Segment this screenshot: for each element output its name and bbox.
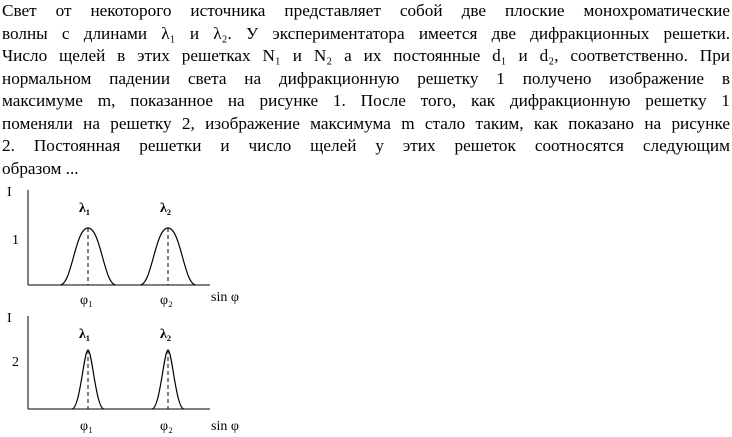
text-line: 2. Постоянная решетки и число щелей у этих решеток соотносятся следующим — [2, 136, 730, 155]
y-tick-label: 1 — [12, 233, 19, 248]
text-line: нормальном падении света на дифракционную решетку 1 получено изображение в — [2, 68, 730, 88]
peak-2-angle-label: φ₂ — [160, 293, 173, 308]
text-line: максимуме m, показанное на рисунке 1. После того, как дифракционную решетку 1 — [2, 91, 730, 110]
text-line: Число щелей в этих решетках N₁ и N₂ а их постоянные d₁ и d₂, соответственно. При — [2, 46, 730, 65]
text-line: образом ... — [2, 158, 79, 178]
text-line: поменяли на решетку 2, изображение максимума m стало таким, как показано на рисунке — [2, 113, 730, 133]
figure-2-intensity-plot — [0, 308, 270, 437]
y-axis-label: I — [7, 311, 12, 326]
x-axis-label: sin φ — [211, 419, 239, 434]
peak-2-angle-label: φ₂ — [160, 419, 173, 434]
y-axis-label: I — [7, 185, 12, 200]
peak-2-wavelength-label: λ₂ — [160, 327, 172, 342]
figure-1-intensity-plot — [0, 180, 270, 308]
peak-1-angle-label: φ₁ — [80, 419, 93, 434]
y-tick-label: 2 — [12, 355, 19, 370]
peak-2-wavelength-label: λ₂ — [160, 201, 172, 216]
problem-text — [2, 0, 730, 180]
peak-1-angle-label: φ₁ — [80, 293, 93, 308]
peak-1-wavelength-label: λ₁ — [79, 327, 91, 342]
x-axis-label: sin φ — [211, 290, 239, 305]
peak-1-wavelength-label: λ₁ — [79, 201, 91, 216]
text-line: Свет от некоторого источника представляет собой две плоские монохроматические — [2, 1, 730, 20]
text-line: волны с длинами λ₁ и λ₂. У экспериментатора имеется две дифракционных решетки. — [2, 23, 730, 43]
